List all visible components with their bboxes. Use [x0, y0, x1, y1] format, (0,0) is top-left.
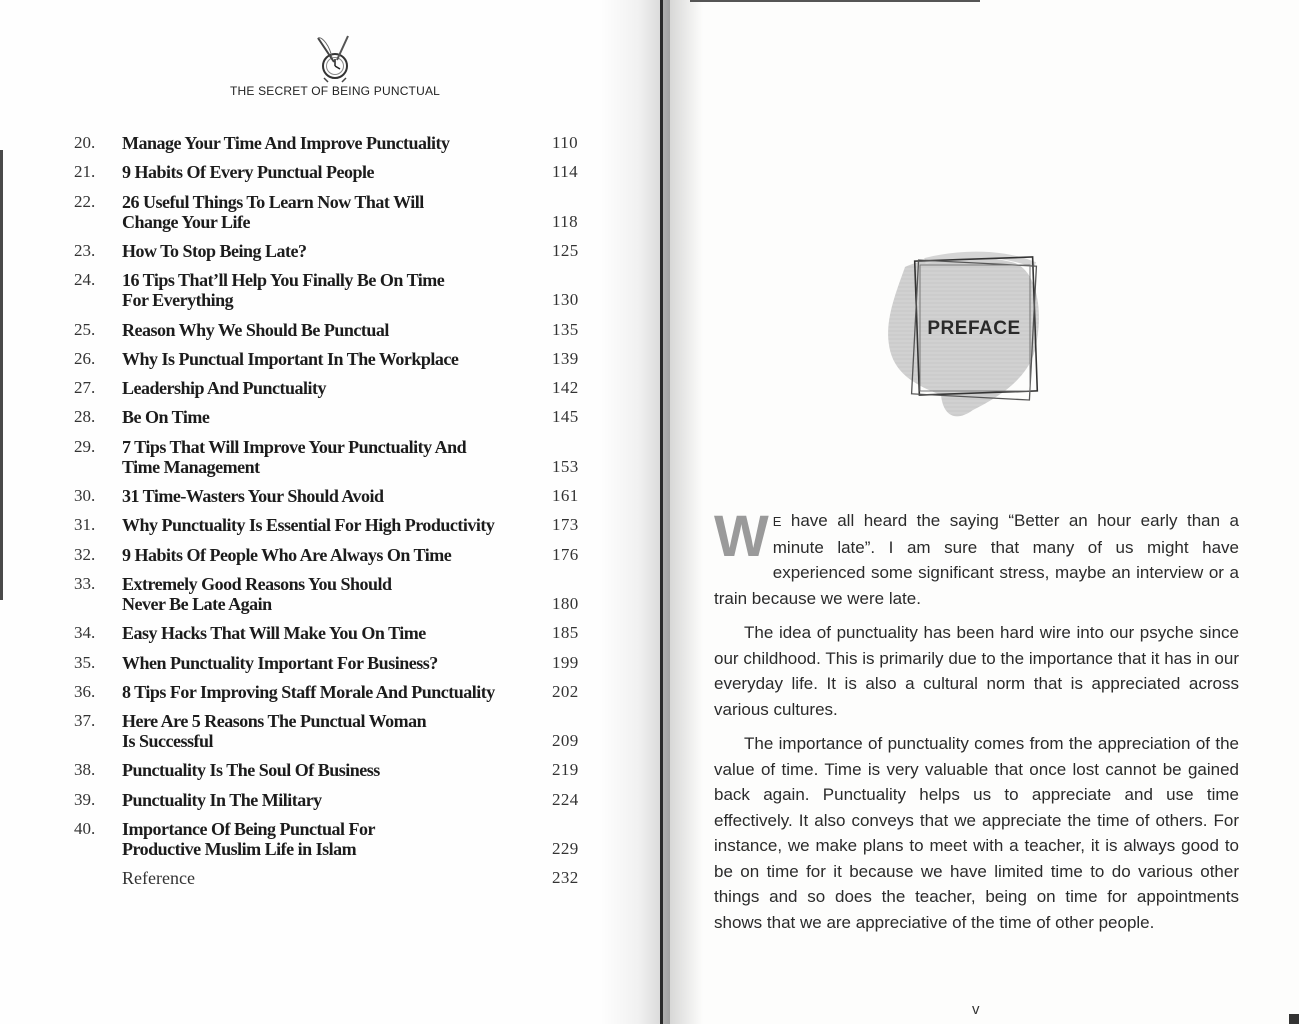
- first-word-rest: E: [772, 514, 782, 529]
- toc-entry-title: [122, 574, 552, 614]
- toc-entry-number: 40.: [74, 819, 96, 838]
- toc-entry-title: [122, 378, 552, 398]
- toc-entry-title: [122, 162, 552, 182]
- toc-entry-number: 26.: [74, 348, 96, 368]
- toc-entry-page: 135: [552, 319, 579, 339]
- toc-entry-title-line: Here Are 5 Reasons The Punctual Woman: [122, 711, 427, 732]
- toc-entry-number: 20.: [74, 133, 96, 152]
- toc-entry-title-line: Easy Hacks That Will Make You On Time: [122, 623, 426, 644]
- scan-edge-mark: [0, 150, 3, 600]
- toc-entry-title: [122, 133, 552, 153]
- toc-entry-title: [122, 270, 552, 310]
- toc-entry-title-line: 7 Tips That Will Improve Your Punctuality And: [122, 436, 467, 457]
- toc-entry-title-line: Punctuality Is The Soul Of Business: [122, 760, 380, 781]
- toc-entry-page: 176: [552, 544, 579, 564]
- scan-edge-mark-top: [690, 0, 980, 2]
- toc-entry-title-line: Extremely Good Reasons You Should: [122, 573, 392, 594]
- toc-entry-number: 21.: [74, 162, 96, 182]
- toc-entry-number: 31.: [74, 515, 96, 535]
- toc-entry-page: 114: [552, 162, 579, 182]
- toc-entry-number: 22.: [74, 191, 96, 211]
- clock-quill-icon: [310, 32, 360, 88]
- toc-entry-title: [122, 545, 552, 565]
- toc-entry-number: 32.: [74, 544, 96, 564]
- page-number: v: [972, 1001, 980, 1018]
- toc-entry-page: 173: [552, 515, 579, 535]
- toc-entry-page: 199: [552, 652, 579, 672]
- toc-entry-page: 180: [552, 593, 579, 613]
- toc-entry-title-line: Reference: [122, 868, 195, 889]
- paragraph-3: The importance of punctuality comes from the appreciation of the value of time. Time is very valuable that once lost cannot be gained back again. Punctuality helps us to appreciate and use time effectively. It also conveys that we appreciate the time of others. For instance, we make plans to meet with a teacher, it is always good to be on time for it because we have limited time to do various other things and so does the teacher, being on time for appointments shows that we are appreciative of the time of other people.: [714, 734, 1239, 932]
- toc-entry-number: 28.: [74, 407, 96, 427]
- toc-entry-title-line: Leadership And Punctuality: [122, 378, 327, 399]
- paragraph-2: The idea of punctuality has been hard wire into our psyche since our childhood. This is primarily due to the importance that it has in our everyday life. It is also a cultural norm that is appreciated across various cultures.: [714, 623, 1239, 719]
- toc-entry-page: 118: [552, 211, 579, 231]
- spine-shadow: [663, 0, 703, 1024]
- toc-entry-page: 232: [552, 868, 579, 888]
- toc-entry-number: 33.: [74, 573, 96, 593]
- toc-entry-title: [122, 790, 552, 810]
- toc-entry-title: [122, 437, 552, 477]
- toc-entry-page: 153: [552, 456, 579, 476]
- toc-entry-page: 145: [552, 407, 579, 427]
- toc-entry-title: [122, 760, 552, 780]
- toc-entry-page: 125: [552, 240, 579, 260]
- toc-entry-page: 130: [552, 290, 579, 310]
- toc-entry-title: [122, 711, 552, 751]
- section-title: PREFACE: [927, 318, 1021, 339]
- toc-entry-title-line: When Punctuality Important For Business?: [122, 652, 438, 673]
- toc-entry-page: 142: [552, 378, 579, 398]
- toc-entry-page: 110: [552, 133, 579, 152]
- toc-entry-title: [122, 407, 552, 427]
- toc-entry-number: 24.: [74, 270, 96, 290]
- toc-entry-title-line: Reason Why We Should Be Punctual: [122, 319, 389, 340]
- toc-entry-number: 39.: [74, 789, 96, 809]
- toc-entry-title-line: Never Be Late Again: [122, 593, 272, 614]
- drop-cap: W: [714, 504, 767, 569]
- toc-entry-title: [122, 623, 552, 643]
- toc-entry-title-line: 8 Tips For Improving Staff Morale And Punctuality: [122, 681, 495, 702]
- toc-entry-number: 38.: [74, 760, 96, 780]
- toc-entry-number: 27.: [74, 378, 96, 398]
- toc-entry-title-line: For Everything: [122, 290, 234, 311]
- toc-entry-title-line: Is Successful: [122, 731, 214, 752]
- scan-corner-mark: [1289, 1014, 1299, 1024]
- toc-entry-title-line: Why Is Punctual Important In The Workplace: [122, 348, 459, 369]
- toc-entry-title: [122, 819, 552, 859]
- toc-entry-title: [122, 192, 552, 232]
- toc-entry-number: 34.: [74, 623, 96, 643]
- toc-entry-page: 219: [552, 760, 579, 780]
- toc-entry-page: 161: [552, 486, 579, 505]
- toc-entry-page: 202: [552, 681, 579, 701]
- toc-entry-page: 224: [552, 789, 579, 809]
- toc-entry-number: 29.: [74, 436, 96, 456]
- toc-entry-title-line: 31 Time-Wasters Your Should Avoid: [122, 486, 384, 506]
- toc-entry-page: 229: [552, 839, 579, 858]
- toc-entry-page: 209: [552, 731, 579, 751]
- toc-entry-title-line: Time Management: [122, 456, 260, 477]
- toc-entry-title-line: Punctuality In The Military: [122, 789, 322, 810]
- toc-entry-title: [122, 515, 552, 535]
- toc-entry-page: 139: [552, 348, 579, 368]
- toc-entry-number: 37.: [74, 711, 96, 731]
- toc-entry-title: [122, 868, 552, 888]
- toc-entry-title: [122, 682, 552, 702]
- toc-entry-title-line: Importance Of Being Punctual For: [122, 819, 375, 839]
- toc-entry-number: 23.: [74, 240, 96, 260]
- toc-entry-title: [122, 653, 552, 673]
- paragraph-1-text: have all heard the saying “Better an hour early than a minute late”. I am sure that many of us might have experienced some significant stress, maybe an interview or a train because we were late.: [714, 511, 1239, 608]
- toc-entry-title-line: Productive Muslim Life in Islam: [122, 839, 357, 859]
- toc-entry-title-line: Change Your Life: [122, 211, 251, 232]
- toc-entry-title-line: How To Stop Being Late?: [122, 240, 307, 261]
- toc-entry-title-line: 26 Useful Things To Learn Now That Will: [122, 191, 424, 212]
- toc-entry-title: [122, 349, 552, 369]
- toc-entry-title-line: 9 Habits Of People Who Are Always On Time: [122, 544, 452, 565]
- toc-entry-number: 36.: [74, 681, 96, 701]
- running-header: THE SECRET OF BEING PUNCTUAL: [229, 84, 441, 98]
- toc-entry-title: [122, 486, 552, 506]
- preface-body: [714, 504, 1239, 944]
- toc-entry-title-line: 9 Habits Of Every Punctual People: [122, 162, 374, 183]
- toc-entry-page: 185: [552, 623, 579, 643]
- toc-entry-title-line: Why Punctuality Is Essential For High Productivity: [122, 515, 495, 536]
- paragraph-1: [714, 504, 1239, 611]
- toc-entry-number: 25.: [74, 319, 96, 339]
- toc-entry-title: [122, 320, 552, 340]
- toc-entry-number: 35.: [74, 652, 96, 672]
- toc-entry-title-line: Be On Time: [122, 407, 210, 428]
- toc-entry-title: [122, 241, 552, 261]
- toc-entry-title-line: 16 Tips That’ll Help You Finally Be On Time: [122, 270, 445, 291]
- toc-entry-title-line: Manage Your Time And Improve Punctuality: [122, 133, 450, 153]
- toc-entry-number: 30.: [74, 486, 96, 505]
